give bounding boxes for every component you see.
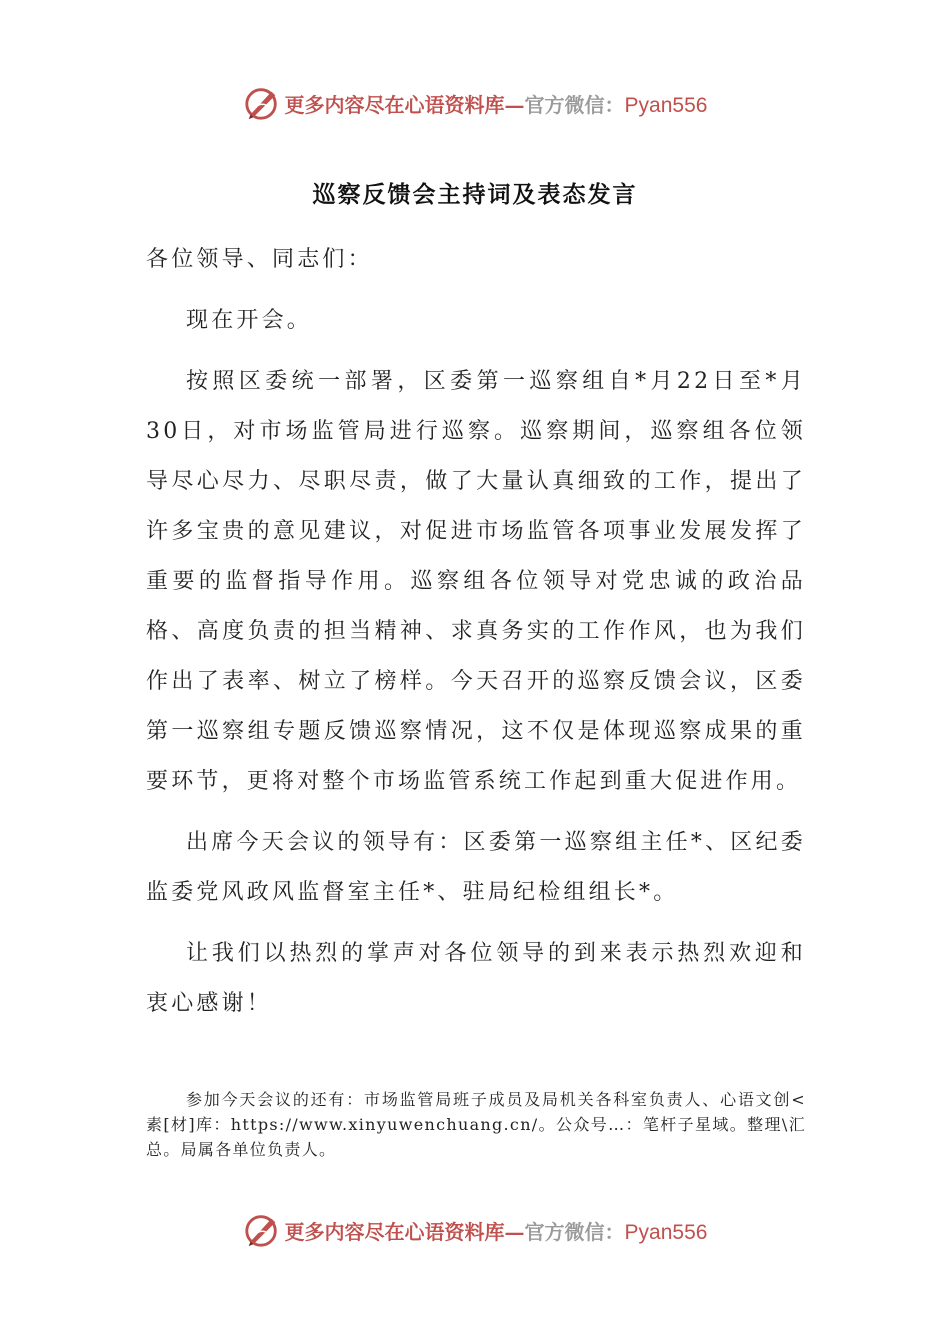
document-body — [146, 235, 806, 1040]
banner-text — [285, 89, 708, 118]
banner-wechat-label: 官方微信： — [524, 1219, 625, 1244]
paragraph-4: 让我们以热烈的掌声对各位领导的到来表示热烈欢迎和衷心感谢！ — [146, 941, 806, 1016]
banner-wechat-label: 官方微信： — [524, 92, 625, 117]
paragraph-2: 按照区委统一部署，区委第一巡察组自*月22日至*月30日，对市场监管局进行巡察。巡察期间，巡察组各位领导尽心尽力、尽职尽责，做了大量认真细致的工作，提出了许多宝贵的意见建议，对促进市场监管各项事业发展发挥了重要的监督指导作用。巡察组各位领导对党忠诚的政治品格、高度负责的担当精神、求真务实的工作作风，也为我们作出了表率、树立了榜样。今天召开的巡察反馈会议，区委第一巡察组专题反馈巡察情况，这不仅是体现巡察成果的重要环节，更将对整个市场监管系统工作起到重大促进作用。 — [146, 369, 806, 794]
paragraph-3: 出席今天会议的领导有：区委第一巡察组主任*、区纪委监委党风政风监督室主任*、驻局纪检组组长*。 — [146, 830, 806, 905]
banner-wechat-id: Pyan556 — [624, 1220, 708, 1244]
pen-logo-icon — [243, 84, 281, 122]
banner-main-text: 更多内容尽在心语资料库— — [284, 92, 525, 117]
footer-banner — [0, 1210, 950, 1250]
banner-main-text: 更多内容尽在心语资料库— — [284, 1219, 525, 1244]
attendee-note: 参加今天会议的还有：市场监管局班子成员及局机关各科室负责人、心语文创<素[材]库：https://www.xinyuwenchuang.cn/。公众号…：笔杆子星域。整理\汇总。局属各单位负责人。 — [146, 1090, 806, 1159]
pen-logo-icon — [243, 1211, 281, 1249]
paragraph-1: 现在开会。 — [186, 308, 313, 333]
banner-text — [285, 1216, 708, 1245]
salutation: 各位领导、同志们： — [146, 247, 373, 272]
banner-wechat-id: Pyan556 — [624, 93, 708, 117]
document-title: 巡察反馈会主持词及表态发言 — [312, 181, 638, 208]
header-banner — [0, 83, 950, 123]
